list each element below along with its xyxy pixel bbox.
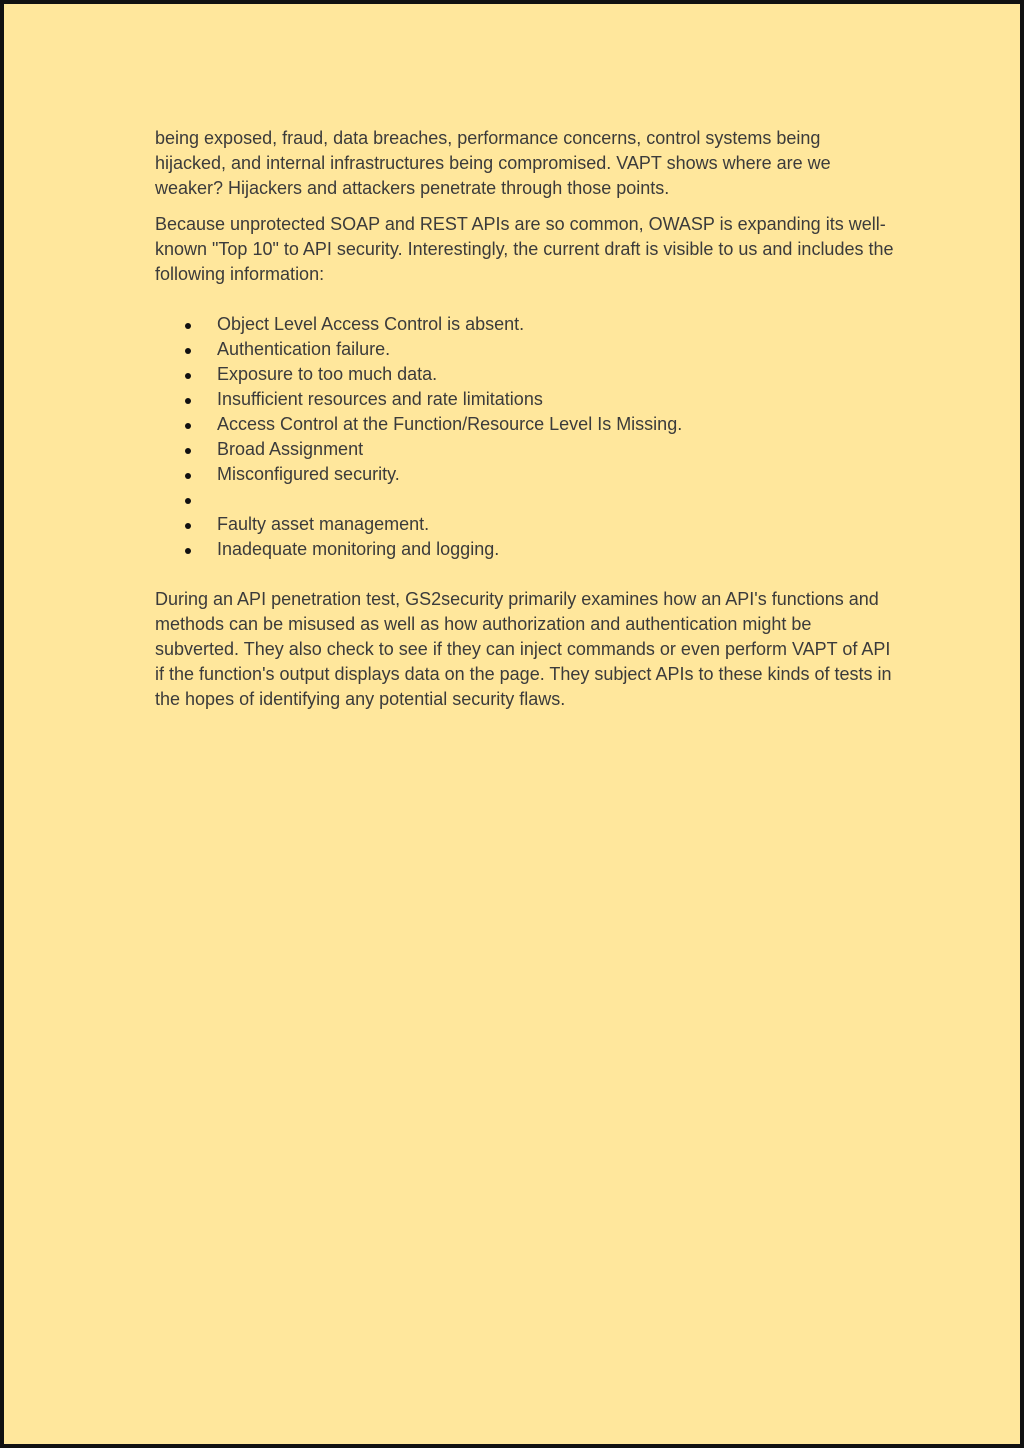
paragraph-owasp-intro: Because unprotected SOAP and REST APIs are so common, OWASP is expanding its well-known "Top 10" to API security. Interestingly, the current draft is visible to us and includes the following information: xyxy=(155,214,894,284)
list-item xyxy=(155,362,895,387)
bullet-dot-icon xyxy=(185,548,191,554)
list-item-text: Misconfigured security. xyxy=(217,464,400,484)
bullet-dot-icon xyxy=(185,448,191,454)
list-item-text: Authentication failure. xyxy=(217,339,391,359)
list-item xyxy=(155,387,895,412)
bullet-dot-icon xyxy=(185,498,191,504)
list-item xyxy=(155,462,895,487)
list-item-text: Faulty asset management. xyxy=(217,514,430,534)
list-item xyxy=(155,537,895,562)
list-item xyxy=(155,512,895,537)
list-item xyxy=(155,437,895,462)
paragraph-exposure-risks: being exposed, fraud, data breaches, performance concerns, control systems being hijacked, and internal infrastructures being compromised. VAPT shows where are we weaker? Hijackers and attackers penetrate through those points. xyxy=(155,128,831,198)
list-item-text: Object Level Access Control is absent. xyxy=(217,314,525,334)
bullet-dot-icon xyxy=(185,348,191,354)
bullet-dot-icon xyxy=(185,423,191,429)
list-item xyxy=(155,412,895,437)
list-item-empty xyxy=(155,487,895,512)
bullet-dot-icon xyxy=(185,373,191,379)
bullet-dot-icon xyxy=(185,323,191,329)
list-item xyxy=(155,312,895,337)
list-item xyxy=(155,337,895,362)
list-item-text: Exposure to too much data. xyxy=(217,364,438,384)
list-item-text: Inadequate monitoring and logging. xyxy=(217,539,500,559)
bullet-dot-icon xyxy=(185,523,191,529)
list-item-text: Insufficient resources and rate limitations xyxy=(217,389,543,409)
bullet-dot-icon xyxy=(185,473,191,479)
list-item-text: Access Control at the Function/Resource Level Is Missing. xyxy=(217,414,683,434)
owasp-api-top10-list xyxy=(155,312,895,562)
paragraph-api-pentest: During an API penetration test, GS2security primarily examines how an API's functions and methods can be misused as well as how authorization and authentication might be subverted. They also check to see if they can inject commands or even perform VAPT of API if the function's output displays data on the page. They subject APIs to these kinds of tests in the hopes of identifying any potential security flaws. xyxy=(155,589,892,709)
bullet-dot-icon xyxy=(185,398,191,404)
document-content xyxy=(155,126,895,712)
list-item-text: Broad Assignment xyxy=(217,439,364,459)
